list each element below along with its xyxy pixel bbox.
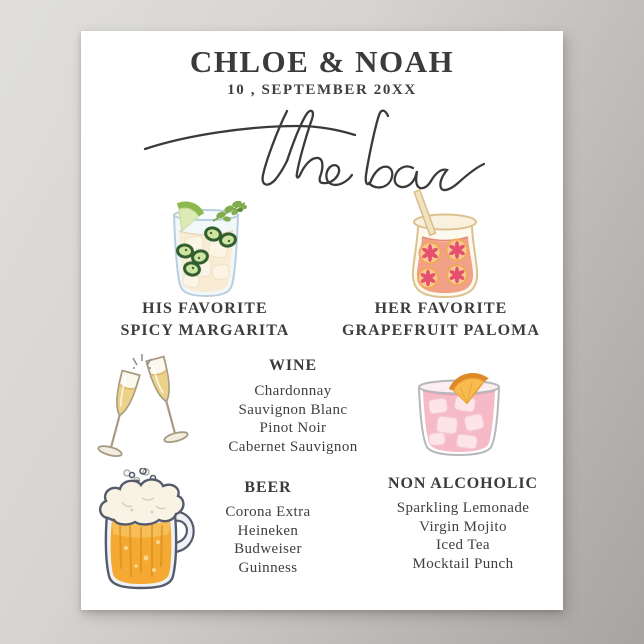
menu-item: Pinot Noir xyxy=(259,420,327,436)
grapefruit-paloma-glass-icon xyxy=(403,189,487,305)
non-alcoholic-section xyxy=(351,473,575,573)
poster-title: CHLOE & NOAH xyxy=(189,44,455,79)
beer-list xyxy=(177,503,359,577)
menu-item: Sparkling Lemonade xyxy=(396,500,530,516)
her-favorite-drink: GRAPEFRUIT PALOMA xyxy=(341,322,541,339)
her-favorite-heading: HER FAVORITE xyxy=(374,300,508,317)
the-bar-script-calligraphy xyxy=(139,105,487,195)
menu-item: Heineken xyxy=(237,522,299,539)
her-favorite-label xyxy=(321,298,561,342)
wine-heading: WINE xyxy=(268,357,318,374)
menu-item: Sauvignon Blanc xyxy=(238,401,348,418)
wine-section xyxy=(183,355,403,456)
non-alcoholic-list xyxy=(351,499,575,573)
menu-item: Guinness xyxy=(238,559,298,576)
menu-item: Iced Tea xyxy=(436,537,490,553)
wine-list xyxy=(183,382,403,456)
his-favorite-heading: HIS FAVORITE xyxy=(142,300,268,317)
beer-section xyxy=(177,477,359,577)
script-title-text xyxy=(81,31,82,32)
menu-item: Corona Extra xyxy=(225,504,311,520)
his-favorite-drink: SPICY MARGARITA xyxy=(120,322,290,339)
non-alcoholic-heading: NON ALCOHOLIC xyxy=(388,475,538,492)
pink-mocktail-glass-icon xyxy=(409,357,507,459)
his-favorite-label xyxy=(85,298,325,342)
menu-item: Mocktail Punch xyxy=(412,555,514,572)
poster-date: 10 , SEPTEMBER 20XX xyxy=(227,82,417,98)
menu-item: Budweiser xyxy=(234,541,302,557)
menu-item: Cabernet Sauvignon xyxy=(228,438,358,455)
beer-heading: BEER xyxy=(244,479,292,496)
spicy-margarita-glass-icon xyxy=(153,189,263,303)
bar-menu-poster xyxy=(81,31,563,610)
beer-foam xyxy=(100,479,183,524)
menu-item: Virgin Mojito xyxy=(419,518,507,535)
menu-item: Chardonnay xyxy=(254,383,332,399)
